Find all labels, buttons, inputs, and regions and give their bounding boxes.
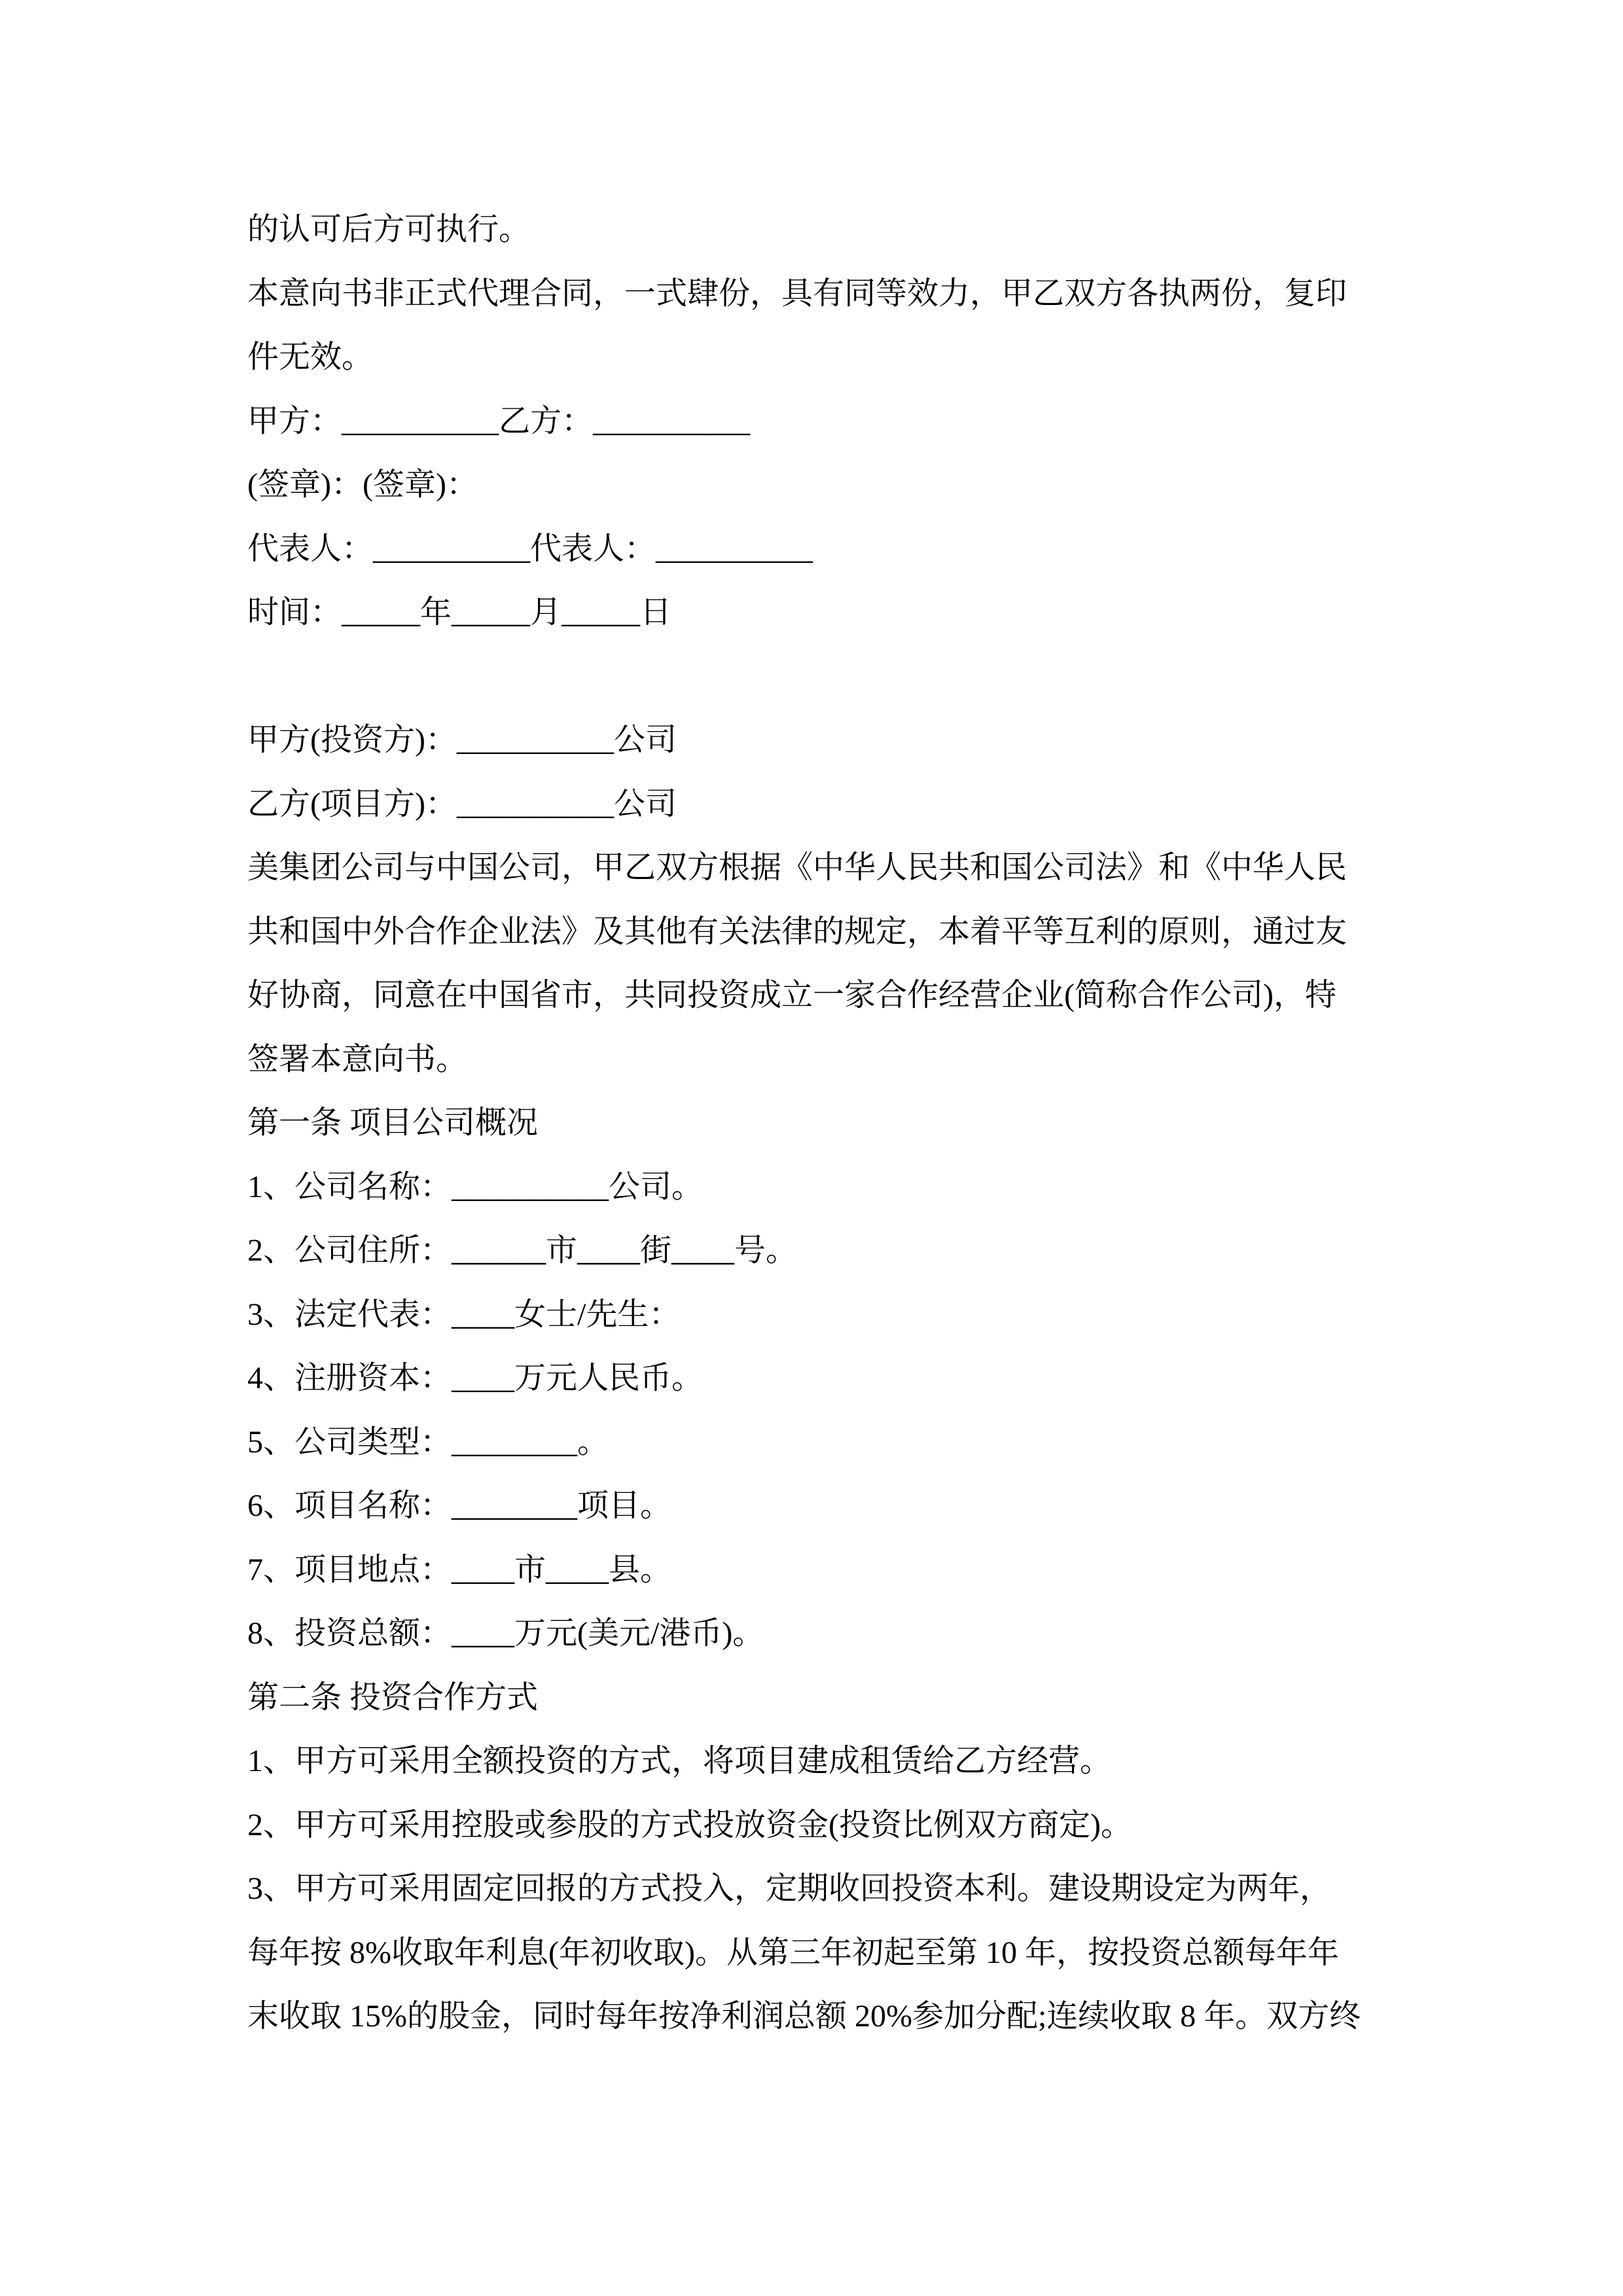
preamble-line: 共和国中外合作企业法》及其他有关法律的规定，本着平等互利的原则，通过友 — [247, 914, 1347, 949]
article-2-item: 3、甲方可采用固定回报的方式投入，定期收回投资本利。建设期设定为两年， — [247, 1871, 1332, 1906]
signature-seal-line: (签章)：(签章)： — [247, 467, 478, 502]
article-2-item-continuation: 末收取 15%的股金，同时每年按净利润总额 20%参加分配;连续收取 8 年。双方终 — [247, 1999, 1361, 2034]
article-1-item: 3、法定代表：____女士/先生： — [247, 1297, 681, 1332]
article-1-item: 1、公司名称：__________公司。 — [247, 1169, 704, 1204]
preamble-line: 美集团公司与中国公司，甲乙双方根据《中华人民共和国公司法》和《中华人民 — [247, 850, 1347, 885]
text-line-copies-clause-end: 件无效。 — [247, 340, 374, 374]
signature-representative-line: 代表人：__________代表人：__________ — [247, 531, 813, 566]
preamble-line: 好协商，同意在中国省市，共同投资成立一家合作经营企业(简称合作公司)，特 — [247, 978, 1336, 1013]
article-1-item: 6、项目名称：________项目。 — [247, 1488, 672, 1523]
article-1-item: 2、公司住所：______市____街____号。 — [247, 1233, 798, 1268]
document-body — [247, 198, 1386, 2049]
article-2-item: 1、甲方可采用全额投资的方式，将项目建成租赁给乙方经营。 — [247, 1744, 1112, 1778]
text-line-copies-clause: 本意向书非正式代理合同，一式肆份，具有同等效力，甲乙双方各执两份，复印 — [247, 276, 1347, 311]
article-1-item: 5、公司类型：________。 — [247, 1424, 609, 1460]
signature-date-line: 时间：_____年_____月_____日 — [247, 595, 672, 630]
signature-party-line: 甲方：__________乙方：__________ — [247, 403, 751, 439]
article-1-item: 7、项目地点：____市____县。 — [247, 1552, 672, 1587]
article-2-item: 2、甲方可采用控股或参股的方式投放资金(投资比例双方商定)。 — [247, 1807, 1132, 1842]
preamble-line: 签署本意向书。 — [247, 1041, 468, 1077]
article-1-heading: 第一条 项目公司概况 — [247, 1105, 539, 1140]
article-1-item: 4、注册资本：____万元人民币。 — [247, 1361, 704, 1395]
article-2-item-continuation: 每年按 8%收取年利息(年初收取)。从第三年初起至第 10 年，按投资总额每年年 — [247, 1935, 1339, 1970]
party-b-project-line: 乙方(项目方)：__________公司 — [247, 786, 677, 821]
article-2-heading: 第二条 投资合作方式 — [247, 1679, 539, 1715]
article-1-item: 8、投资总额：____万元(美元/港币)。 — [247, 1616, 764, 1651]
blank-line — [247, 645, 1386, 709]
text-line-continuation: 的认可后方可执行。 — [247, 212, 531, 247]
party-a-investor-line: 甲方(投资方)：__________公司 — [247, 723, 677, 757]
